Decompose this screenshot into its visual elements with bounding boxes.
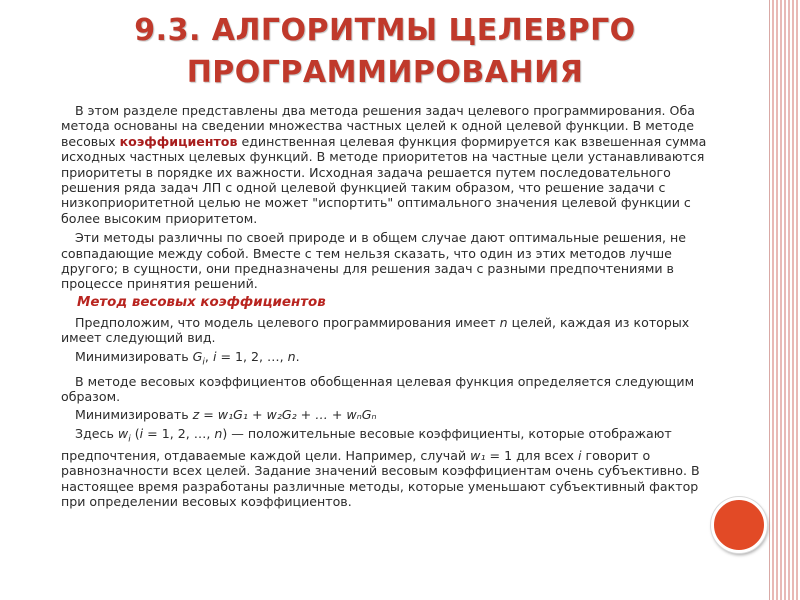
weights-text-e: = 1 для всех <box>485 447 578 463</box>
comma: , <box>204 348 213 364</box>
minimize-label: Минимизировать <box>75 348 193 364</box>
var-w1: w₁ <box>470 447 486 463</box>
weights-text-b: ( <box>130 425 140 441</box>
title-line-2: ПРОГРАММИРОВАНИЯ <box>186 55 584 90</box>
decorative-stripes <box>770 0 800 600</box>
paragraph-intro <box>61 103 723 226</box>
period: . <box>295 348 300 364</box>
slide-body <box>61 103 723 509</box>
decorative-circle <box>711 497 767 553</box>
var-w-subscript: i <box>128 434 131 445</box>
highlighted-term: коэффициентов <box>119 133 238 149</box>
var-n-3: n <box>214 425 223 441</box>
title-line-1: 9.3. АЛГОРИТМЫ ЦЕЛЕВРГО <box>134 13 636 48</box>
minimize-label-2: Минимизировать <box>75 407 193 423</box>
paragraph-intro-text-b: единственная целевая функция формируется как взвешенная сумма исходных частных целевых функций. В методе приоритетов на частные цели устанавливаются приоритеты в порядке их важности. Исходная задача решается путем последовательного решения ряда задач ЛП с одной целевой функцией таким образом, что решение задачи с низкоприоритетной целью не может "испортить" оптимального значения целевой функции с более высоким приоритетом. <box>61 133 707 226</box>
var-g-subscript: i <box>202 357 205 368</box>
var-i-2: i <box>139 425 144 441</box>
assumption-text-a: Предположим, что модель целевого программирования имеет <box>75 314 500 330</box>
slide-title <box>30 10 740 94</box>
paragraph-minimize-gi <box>61 349 723 371</box>
paragraph-weights-explanation <box>61 426 723 510</box>
var-w: w <box>117 425 129 441</box>
var-n-2: n <box>287 348 296 364</box>
paragraph-comparison: Эти методы различны по своей природе и в общем случае дают оптимальные решения, не совпадающие между собой. Вместе с тем нельзя сказать, что один из этих методов лучше другого; в сущности, они предназначены для решения задач с разными предпочтениями в процессе принятия решений. <box>61 230 686 292</box>
var-i: i <box>212 348 217 364</box>
section-subheading: Метод весовых коэффициентов <box>77 294 326 310</box>
assumption-text-b: целей, каждая из которых имеет следующий вид. <box>61 314 690 346</box>
weights-text-f: говорит о равнозначности всех целей. Задание значений весовым коэффициентам очень субъективно. В настоящее время разработаны различные методы, которые уменьшают субъективный фактор при определении весовых коэффициентов. <box>61 447 700 509</box>
weights-text-a: Здесь <box>75 425 118 441</box>
paragraph-minimize-z <box>61 407 723 422</box>
paragraph-intro-text-a: В этом разделе представлены два метода решения задач целевого программирования. Оба метода основаны на сведении множества частных целей к одной целевой функции. В методе весовых <box>61 103 695 149</box>
weights-text-d: ) — положительные весовые коэффициенты, которые отображают предпочтения, отдаваемые каждой цели. Например, случай <box>61 425 672 463</box>
var-n: n <box>499 314 508 330</box>
paragraph-weighted-definition: В методе весовых коэффициентов обобщенная целевая функция определяется следующим образом. <box>61 373 695 405</box>
var-i-3: i <box>577 447 582 463</box>
var-g: G <box>192 348 203 364</box>
objective-formula: z = w₁G₁ + w₂G₂ + … + wₙGₙ <box>192 407 377 423</box>
range-text: = 1, 2, …, <box>216 348 288 364</box>
weights-range: = 1, 2, …, <box>143 425 215 441</box>
paragraph-assumption <box>61 315 723 346</box>
decorative-border-line <box>769 0 770 600</box>
